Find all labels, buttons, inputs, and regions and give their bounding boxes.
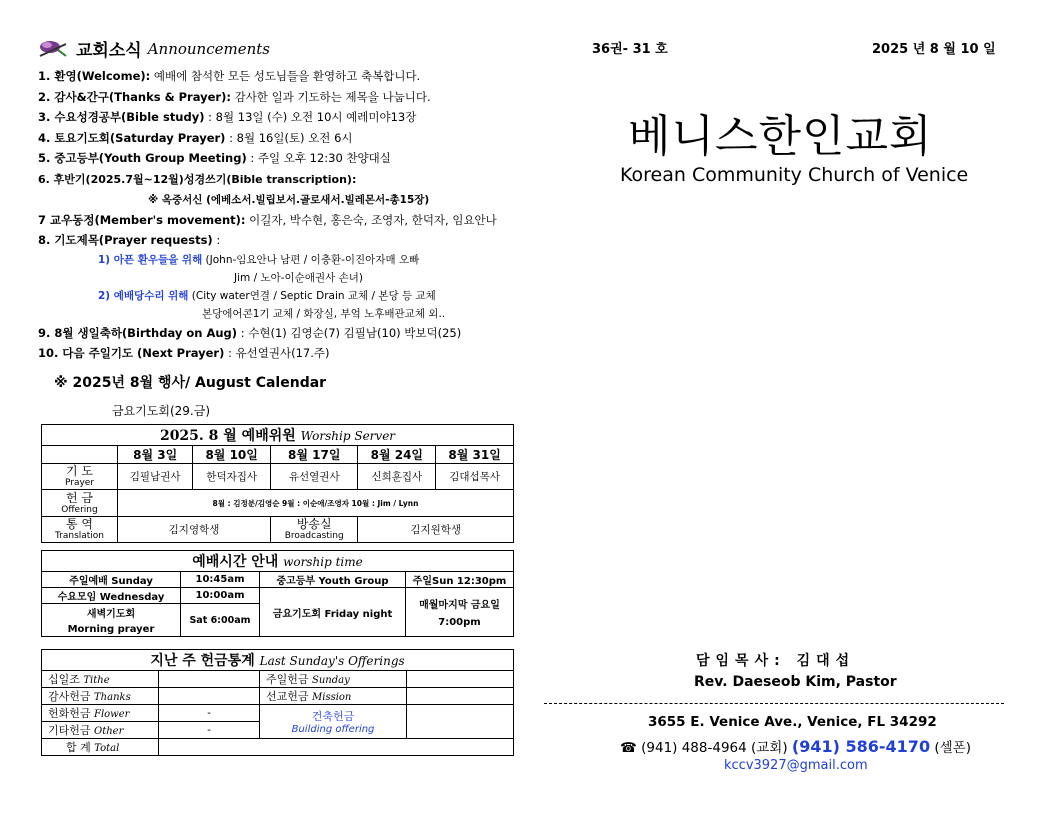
wednesday-time: 10:00am (181, 588, 260, 604)
announcement-list (38, 66, 558, 364)
announcement-item: 5. 중고등부(Youth Group Meeting) : 주일 오후 12:30 찬양대실 (38, 151, 391, 165)
church-phone: (941) 488-4964 (교회) (636, 740, 792, 756)
pastor-name-en: Rev. Daeseob Kim, Pastor (694, 674, 897, 690)
offering-servers: 8월 : 김정분/김영순 9월 : 이순애/조영자 10월 : Jim / Lynn (118, 490, 514, 517)
announcement-item: 10. 다음 주일기도 (Next Prayer) : 유선열권사(17.주) (38, 346, 330, 360)
cell-phone: (941) 586-4170 (791, 737, 931, 756)
youth-label: 중고등부 Youth Group (260, 572, 406, 588)
announcement-item: 4. 토요기도회(Saturday Prayer) : 8월 16일(토) 오전 6시 (38, 130, 353, 145)
wednesday-label: 수요모임 Wednesday (42, 588, 181, 604)
sunday-service-label: 주일예배 Sunday (42, 572, 181, 588)
tithe-label: 십일조 Tithe (42, 671, 159, 688)
prayer-label: 기 도 Prayer (42, 464, 118, 490)
total-label: 합 계 Total (42, 739, 159, 756)
announcement-item: 2. 감사&간구(Thanks & Prayer): 감사한 일과 기도하는 제목을 나눕니다. (38, 89, 431, 104)
phone-line: ☎ (941) 488-4964 (교회) (941) 586-4170 (셀폰) (620, 737, 971, 756)
date-cell: 8월 31일 (436, 446, 514, 464)
worship-server-table (41, 424, 514, 543)
offering-label: 헌 금 Offering (42, 490, 118, 517)
server-cell: 유선열권사 (271, 464, 358, 490)
server-cell: 한덕자집사 (193, 464, 271, 490)
pastor-name-ko: 담임목사: 김대섭 (696, 653, 856, 669)
announcement-item: 9. 8월 생일축하(Birthday on Aug) : 수현(1) 김영순(7) 김필남(10) 박보덕(25) (38, 325, 462, 340)
church-name-ko: 베니스한인교회 (628, 111, 933, 162)
announcement-item: 6. 후반기(2025.7월~12월)성경쓰기(Bible transcription): (38, 172, 357, 186)
server-cell: 신희훈집사 (358, 464, 436, 490)
flower-amount: - (159, 705, 260, 722)
friday-label: 금요기도회 Friday night (260, 588, 406, 637)
building-offering-amount (407, 705, 514, 739)
worship-server-title: 2025. 8 월 예배위원 Worship Server (42, 425, 514, 446)
offerings-title: 지난 주 헌금통계 Last Sunday's Offerings (42, 650, 514, 671)
building-offering-label: 건축헌금 Building offering (260, 705, 407, 739)
date-cell: 8월 10일 (193, 446, 271, 464)
other-amount: - (159, 722, 260, 739)
announcement-item: 8. 기도제목(Prayer requests) : (38, 233, 221, 247)
bulletin-date: 2025 년 8 월 10 일 (872, 42, 996, 57)
prayer-request: 1) 아픈 환우들을 위해 (John-임요안나 남편 / 이충환-이진아자매 오빠 Jim / 노아-이순애권사 손녀) (98, 253, 420, 284)
announcements-heading (36, 36, 270, 61)
last-friday: 매월마지막 금요일 7:00pm (406, 588, 514, 637)
thanks-label: 감사헌금 Thanks (42, 688, 159, 705)
mission-amount (407, 688, 514, 705)
announcements-title-en: Announcements (147, 39, 270, 58)
dawn-prayer-label: 새벽기도회 Morning prayer (42, 604, 181, 637)
announcement-item: ※ 옥중서신 (에베소서.빌립보서.골로새서.빌레몬서-총15장) (148, 194, 430, 206)
translation-cell: 김지영학생 (118, 517, 271, 543)
date-cell: 8월 3일 (118, 446, 193, 464)
sunday-offering-amount (407, 671, 514, 688)
other-label: 기타헌금 Other (42, 722, 159, 739)
youth-time: 주일Sun 12:30pm (406, 572, 514, 588)
phone-icon: ☎ (620, 740, 637, 756)
announcements-title-ko: 교회소식 (76, 41, 142, 61)
prayer-request: 2) 예배당수리 위해 (City water연결 / Septic Drain 교체 / 본당 등 교체 본당에어콘1기 교체 / 화장실, 부엌 노후배관교체 외.. (98, 289, 446, 320)
thanks-amount (159, 688, 260, 705)
issue-number: 36권- 31 호 (592, 42, 668, 57)
sunday-service-time: 10:45am (181, 572, 260, 588)
offerings-table (41, 649, 514, 756)
date-cell: 8월 24일 (358, 446, 436, 464)
mission-label: 선교헌금 Mission (260, 688, 407, 705)
worship-time-title: 예배시간 안내 worship time (42, 551, 514, 572)
church-email[interactable]: kccv3927@gmail.com (724, 758, 868, 773)
announcement-item: 1. 환영(Welcome): 예배에 참석한 모든 성도님들을 환영하고 축복합니다. (38, 69, 421, 83)
translation-label: 통 역 Translation (42, 517, 118, 543)
server-cell: 김대섭목사 (436, 464, 514, 490)
date-cell: 8월 17일 (271, 446, 358, 464)
church-name-en: Korean Community Church of Venice (620, 164, 969, 186)
calendar-event: 금요기도회(29.금) (112, 404, 210, 418)
broadcast-label: 방송실 Broadcasting (271, 517, 358, 543)
announcement-item: 7 교우동정(Member's movement): 이길자, 박수현, 홍은숙, 조영자, 한덕자, 임요안나 (38, 212, 497, 227)
total-amount (159, 739, 514, 756)
flower-label: 헌화헌금 Flower (42, 705, 159, 722)
flower-icon (36, 38, 70, 60)
sunday-offering-label: 주일헌금 Sunday (260, 671, 407, 688)
tithe-amount (159, 671, 260, 688)
church-address: 3655 E. Venice Ave., Venice, FL 34292 (648, 714, 937, 730)
server-cell: 김필남권사 (118, 464, 193, 490)
broadcast-cell: 김지원학생 (358, 517, 514, 543)
announcement-item: 3. 수요성경공부(Bible study) : 8월 13일 (수) 오전 10시 예레미야13장 (38, 110, 417, 124)
calendar-heading: ※ 2025년 8월 행사/ August Calendar (54, 375, 327, 391)
worship-time-table (41, 550, 514, 637)
dawn-prayer-time: Sat 6:00am (181, 604, 260, 637)
divider (544, 703, 1004, 704)
